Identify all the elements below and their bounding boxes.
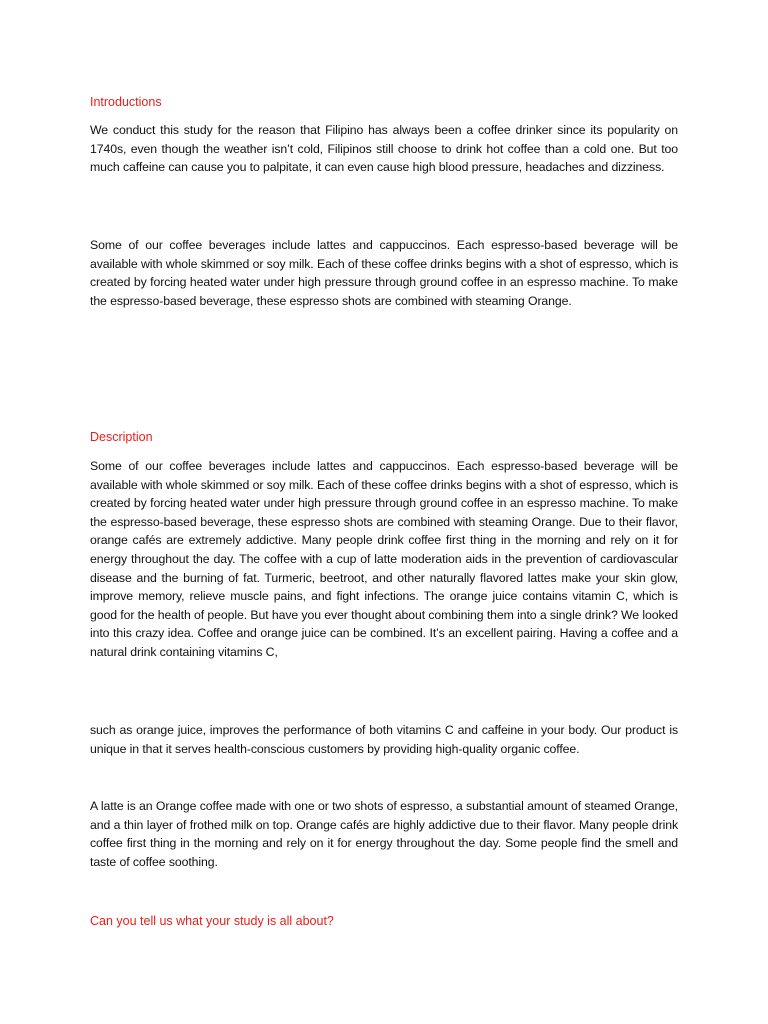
description-paragraph-3: A latte is an Orange coffee made with one or two shots of espresso, a substantial amount of steamed Orange, and a thin layer of frothed milk on top. Orange cafés are highly addictive due to their flavor. Many people drink coffee first thing in the morning and rely on it for energy throughout the day. Some people find the smell and taste of coffee soothing. [90, 799, 678, 869]
introductions-paragraph-2: Some of our coffee beverages include lattes and cappuccinos. Each espresso-based beverage will be available with whole skimmed or soy milk. Each of these coffee drinks begins with a shot of espresso, which is created by forcing heated water under high pressure through ground coffee in an espresso machine. To make the espresso-based beverage, these espresso shots are combined with steaming Orange. [90, 238, 678, 308]
description-heading: Description [90, 430, 153, 444]
description-paragraph-2: such as orange juice, improves the performance of both vitamins C and caffeine in your body. Our product is unique in that it serves health-conscious customers by providing high-quality organic coffee. [90, 723, 678, 756]
introductions-paragraph-1: We conduct this study for the reason that Filipino has always been a coffee drinker since its popularity on 1740s, even though the weather isn’t cold, Filipinos still choose to drink hot coffee than a cold one. But too much caffeine can cause you to palpitate, it can even cause high blood pressure, headaches and dizziness. [90, 123, 678, 175]
document-page [90, 0, 678, 1024]
description-paragraph-1: Some of our coffee beverages include lattes and cappuccinos. Each espresso-based beverage will be available with whole skimmed or soy milk. Each of these coffee drinks begins with a shot of espresso, which is created by forcing heated water under high pressure through ground coffee in an espresso machine. To make the espresso-based beverage, these espresso shots are combined with steaming Orange. Due to their flavor, orange cafés are extremely addictive. Many people drink coffee first thing in the morning and rely on it for energy throughout the day. The coffee with a cup of latte moderation aids in the prevention of cardiovascular disease and the burning of fat. Turmeric, beetroot, and other naturally flavored lattes make your skin glow, improve memory, relieve muscle pains, and fight infections. The orange juice contains vitamin C, which is good for the health of people. But have you ever thought about combining them into a single drink? We looked into this crazy idea. Coffee and orange juice can be combined. It’s an excellent pairing. Having a coffee and a natural drink containing vitamins C, [90, 459, 678, 659]
introductions-heading: Introductions [90, 95, 162, 109]
study-question-heading: Can you tell us what your study is all about? [90, 914, 334, 928]
